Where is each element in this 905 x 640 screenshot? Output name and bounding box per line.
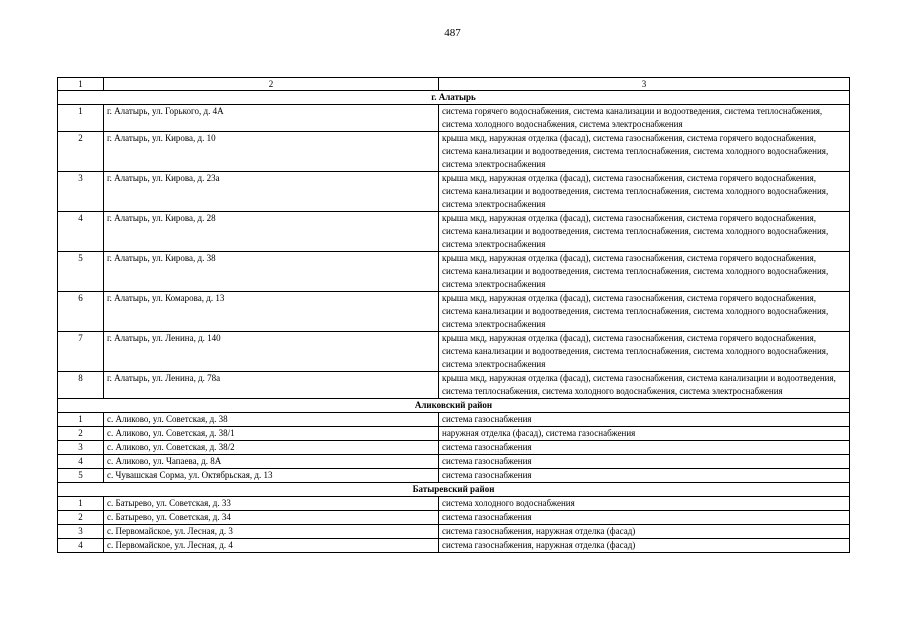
section-title: Батыревский район bbox=[58, 483, 850, 497]
row-number-cell: 3 bbox=[58, 441, 104, 455]
section-header-row bbox=[58, 483, 850, 497]
address-cell: г. Алатырь, ул. Горького, д. 4А bbox=[104, 105, 439, 132]
section-title: Аликовский район bbox=[58, 399, 850, 413]
row-number-cell: 5 bbox=[58, 469, 104, 483]
table-row bbox=[58, 511, 850, 525]
works-cell: крыша мкд, наружная отделка (фасад), система газоснабжения, система горячего водоснабжения, система канализации и водоотведения, система теплоснабжения, система холодного водоснабжения, система электроснабжения bbox=[439, 172, 850, 212]
works-cell: крыша мкд, наружная отделка (фасад), система газоснабжения, система горячего водоснабжения, система канализации и водоотведения, система теплоснабжения, система холодного водоснабжения, система электроснабжения bbox=[439, 212, 850, 252]
section-header-row bbox=[58, 91, 850, 105]
address-cell: г. Алатырь, ул. Ленина, д. 78а bbox=[104, 372, 439, 399]
table-row bbox=[58, 525, 850, 539]
table-body bbox=[58, 78, 850, 553]
works-cell: система газоснабжения bbox=[439, 441, 850, 455]
table-row bbox=[58, 469, 850, 483]
address-cell: г. Алатырь, ул. Кирова, д. 28 bbox=[104, 212, 439, 252]
row-number-cell: 1 bbox=[58, 413, 104, 427]
works-cell: крыша мкд, наружная отделка (фасад), система газоснабжения, система горячего водоснабжения, система канализации и водоотведения, система теплоснабжения, система холодного водоснабжения, система электроснабжения bbox=[439, 252, 850, 292]
works-cell: крыша мкд, наружная отделка (фасад), система газоснабжения, система канализации и водоотведения, система теплоснабжения, система холодного водоснабжения, система электроснабжения bbox=[439, 372, 850, 399]
address-cell: г. Алатырь, ул. Ленина, д. 140 bbox=[104, 332, 439, 372]
address-cell: г. Алатырь, ул. Кирова, д. 23а bbox=[104, 172, 439, 212]
table-row bbox=[58, 212, 850, 252]
table-row bbox=[58, 332, 850, 372]
row-number-cell: 2 bbox=[58, 132, 104, 172]
table-row bbox=[58, 292, 850, 332]
works-cell: система газоснабжения bbox=[439, 413, 850, 427]
column-header-row bbox=[58, 78, 850, 91]
address-cell: г. Алатырь, ул. Кирова, д. 10 bbox=[104, 132, 439, 172]
table-row bbox=[58, 132, 850, 172]
row-number-cell: 1 bbox=[58, 105, 104, 132]
table-row bbox=[58, 172, 850, 212]
row-number-cell: 6 bbox=[58, 292, 104, 332]
table-row bbox=[58, 455, 850, 469]
row-number-cell: 1 bbox=[58, 497, 104, 511]
works-cell: система газоснабжения bbox=[439, 469, 850, 483]
works-cell: система горячего водоснабжения, система канализации и водоотведения, система теплоснабжения, система холодного водоснабжения, система электроснабжения bbox=[439, 105, 850, 132]
row-number-cell: 7 bbox=[58, 332, 104, 372]
address-cell: г. Алатырь, ул. Комарова, д. 13 bbox=[104, 292, 439, 332]
repair-table bbox=[57, 77, 850, 553]
column-header-3: 3 bbox=[439, 78, 850, 91]
address-cell: с. Чувашская Сорма, ул. Октябрьская, д. 13 bbox=[104, 469, 439, 483]
row-number-cell: 3 bbox=[58, 525, 104, 539]
table-row bbox=[58, 252, 850, 292]
works-cell: система газоснабжения, наружная отделка (фасад) bbox=[439, 539, 850, 553]
address-cell: с. Первомайское, ул. Лесная, д. 4 bbox=[104, 539, 439, 553]
works-cell: система газоснабжения, наружная отделка (фасад) bbox=[439, 525, 850, 539]
column-header-1: 1 bbox=[58, 78, 104, 91]
address-cell: с. Аликово, ул. Чапаева, д. 8А bbox=[104, 455, 439, 469]
address-cell: с. Аликово, ул. Советская, д. 38/1 bbox=[104, 427, 439, 441]
row-number-cell: 4 bbox=[58, 212, 104, 252]
address-cell: с. Батырево, ул. Советская, д. 33 bbox=[104, 497, 439, 511]
table-row bbox=[58, 427, 850, 441]
works-cell: система холодного водоснабжения bbox=[439, 497, 850, 511]
row-number-cell: 3 bbox=[58, 172, 104, 212]
table-row bbox=[58, 413, 850, 427]
section-header-row bbox=[58, 399, 850, 413]
address-cell: с. Первомайское, ул. Лесная, д. 3 bbox=[104, 525, 439, 539]
address-cell: с. Аликово, ул. Советская, д. 38/2 bbox=[104, 441, 439, 455]
table-row bbox=[58, 372, 850, 399]
address-cell: с. Батырево, ул. Советская, д. 34 bbox=[104, 511, 439, 525]
works-cell: наружная отделка (фасад), система газоснабжения bbox=[439, 427, 850, 441]
row-number-cell: 5 bbox=[58, 252, 104, 292]
address-cell: г. Алатырь, ул. Кирова, д. 38 bbox=[104, 252, 439, 292]
row-number-cell: 4 bbox=[58, 539, 104, 553]
row-number-cell: 2 bbox=[58, 427, 104, 441]
works-cell: система газоснабжения bbox=[439, 455, 850, 469]
works-cell: крыша мкд, наружная отделка (фасад), система газоснабжения, система горячего водоснабжения, система канализации и водоотведения, система теплоснабжения, система холодного водоснабжения, система электроснабжения bbox=[439, 332, 850, 372]
table-row bbox=[58, 497, 850, 511]
works-cell: крыша мкд, наружная отделка (фасад), система газоснабжения, система горячего водоснабжения, система канализации и водоотведения, система теплоснабжения, система холодного водоснабжения, система электроснабжения bbox=[439, 132, 850, 172]
column-header-2: 2 bbox=[104, 78, 439, 91]
row-number-cell: 2 bbox=[58, 511, 104, 525]
table-row bbox=[58, 105, 850, 132]
row-number-cell: 4 bbox=[58, 455, 104, 469]
row-number-cell: 8 bbox=[58, 372, 104, 399]
address-cell: с. Аликово, ул. Советская, д. 38 bbox=[104, 413, 439, 427]
page-number: 487 bbox=[444, 27, 461, 39]
works-cell: крыша мкд, наружная отделка (фасад), система газоснабжения, система горячего водоснабжения, система канализации и водоотведения, система теплоснабжения, система холодного водоснабжения, система электроснабжения bbox=[439, 292, 850, 332]
table-row bbox=[58, 441, 850, 455]
works-cell: система газоснабжения bbox=[439, 511, 850, 525]
table-row bbox=[58, 539, 850, 553]
section-title: г. Алатырь bbox=[58, 91, 850, 105]
